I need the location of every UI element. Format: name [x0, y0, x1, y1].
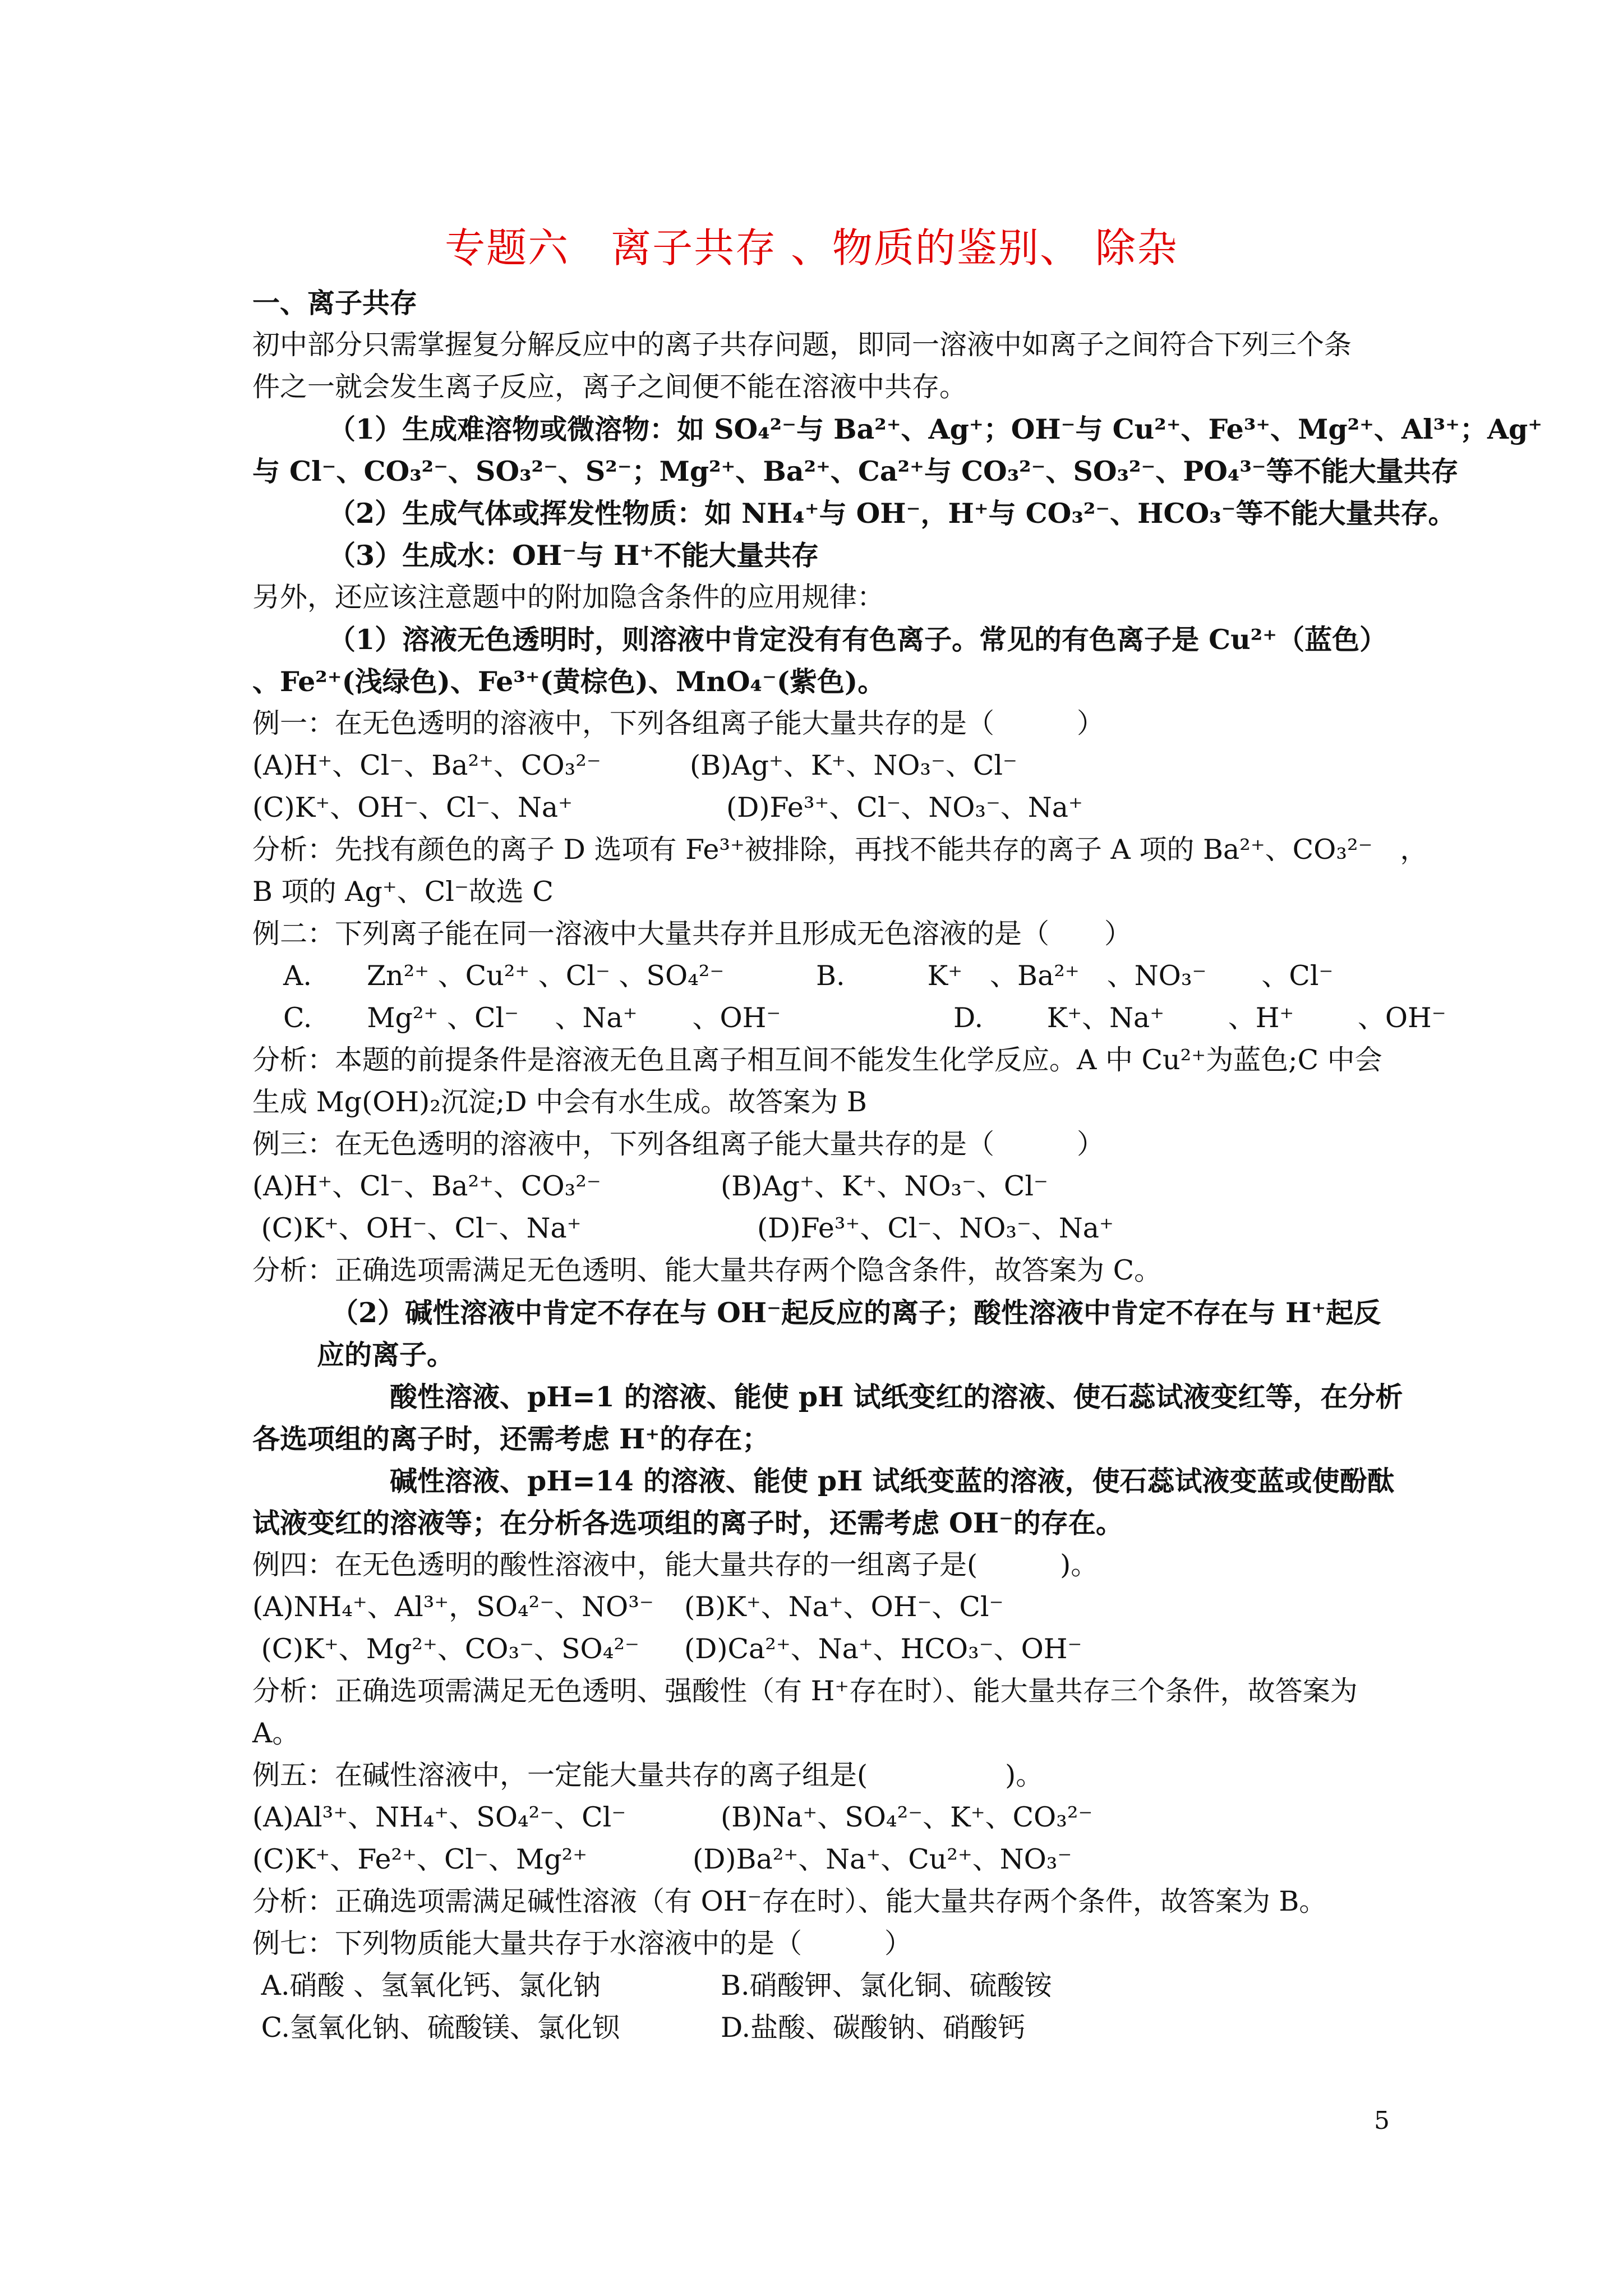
- example-question: 例七：下列物质能大量共存于水溶液中的是（ ）: [252, 1927, 912, 1959]
- rule-line: 各选项组的离子时，还需考虑 H⁺的存在；: [252, 1423, 770, 1455]
- option-a: (A)H⁺、Cl⁻、Ba²⁺、CO₃²⁻: [252, 1170, 601, 1202]
- option-c: C.氢氧化钠、硫酸镁、氯化钡: [252, 2012, 620, 2044]
- analysis-line: A。: [252, 1717, 300, 1749]
- option-c: (C)K⁺、Mg²⁺、CO₃⁻、SO₄²⁻: [252, 1633, 639, 1665]
- rule-line: 碱性溶液、pH=14 的溶液、能使 pH 试纸变蓝的溶液，使石蕊试液变蓝或使酚酞: [390, 1465, 1395, 1497]
- option-a: (A)Al³⁺、NH₄⁺、SO₄²⁻、Cl⁻: [252, 1801, 626, 1833]
- rule-line: （2）碱性溶液中肯定不存在与 OH⁻起反应的离子；酸性溶液中肯定不存在与 H⁺起反: [331, 1296, 1381, 1329]
- example-question: 例一：在无色透明的溶液中，下列各组离子能大量共存的是（ ）: [252, 707, 1105, 739]
- option-b: (B)Ag⁺、K⁺、NO₃⁻、Cl⁻: [721, 1170, 1048, 1202]
- rule-line: （2）生成气体或挥发性物质：如 NH₄⁺与 OH⁻，H⁺与 CO₃²⁻、HCO₃⁻等不能大量共存。: [328, 497, 1456, 530]
- option-d: (D)Ca²⁺、Na⁺、HCO₃⁻、OH⁻: [684, 1633, 1082, 1665]
- option-b: (B)Ag⁺、K⁺、NO₃⁻、Cl⁻: [690, 749, 1017, 781]
- option-b: (B)K⁺、Na⁺、OH⁻、Cl⁻: [684, 1591, 1004, 1623]
- example-question: 例五：在碱性溶液中，一定能大量共存的离子组是( )。: [252, 1759, 1044, 1791]
- analysis-line: 分析：正确选项需满足无色透明、强酸性（有 H⁺存在时）、能大量共存三个条件，故答案为: [252, 1675, 1358, 1707]
- analysis-line: 分析：先找有颜色的离子 D 选项有 Fe³⁺被排除，再找不能共存的离子 A 项的 Ba²⁺、CO₃²⁻ ，: [252, 834, 1428, 866]
- option-d: (D)Ba²⁺、Na⁺、Cu²⁺、NO₃⁻: [693, 1843, 1072, 1875]
- paragraph-line: 件之一就会发生离子反应，离子之间便不能在溶液中共存。: [252, 371, 967, 403]
- option-b: (B)Na⁺、SO₄²⁻、K⁺、CO₃²⁻: [721, 1801, 1093, 1833]
- analysis-line: 生成 Mg(OH)₂沉淀;D 中会有水生成。故答案为 B: [252, 1086, 867, 1118]
- option-b: B.硝酸钾、氯化铜、硫酸铵: [721, 1970, 1052, 2001]
- section-heading: 一、离子共存: [252, 287, 418, 319]
- rule-line: 试液变红的溶液等；在分析各选项组的离子时，还需考虑 OH⁻的存在。: [252, 1507, 1123, 1539]
- paragraph-line: 初中部分只需掌握复分解反应中的离子共存问题，即同一溶液中如离子之间符合下列三个条: [252, 329, 1352, 361]
- option-d: (D)Fe³⁺、Cl⁻、NO₃⁻、Na⁺: [726, 792, 1083, 823]
- option-d: (D)Fe³⁺、Cl⁻、NO₃⁻、Na⁺: [757, 1212, 1114, 1244]
- rule-line: （3）生成水：OH⁻与 H⁺不能大量共存: [328, 539, 819, 572]
- analysis-line: 分析：正确选项需满足碱性溶液（有 OH⁻存在时）、能大量共存两个条件，故答案为 B。: [252, 1885, 1327, 1917]
- rule-line: （1）生成难溶物或微溶物：如 SO₄²⁻与 Ba²⁺、Ag⁺；OH⁻与 Cu²⁺、Fe³⁺、Mg²⁺、Al³⁺；Ag⁺: [328, 413, 1543, 445]
- page-title: 专题六 离子共存 、物质的鉴别、 除杂: [445, 224, 1178, 272]
- option-c: (C)K⁺、OH⁻、Cl⁻、Na⁺: [252, 792, 573, 823]
- rule-line: 应的离子。: [317, 1338, 455, 1371]
- example-question: 例四：在无色透明的酸性溶液中，能大量共存的一组离子是( )。: [252, 1549, 1099, 1581]
- option-b: B. K⁺ 、Ba²⁺ 、NO₃⁻ 、Cl⁻: [816, 960, 1334, 992]
- option-a: A.硝酸 、氢氧化钙、氯化钠: [252, 1970, 601, 2001]
- example-question: 例二：下列离子能在同一溶液中大量共存并且形成无色溶液的是（ ）: [252, 918, 1132, 950]
- rule-line: 、Fe²⁺(浅绿色)、Fe³⁺(黄棕色)、MnO₄⁻(紫色)。: [252, 665, 886, 698]
- paragraph-line: 另外，还应该注意题中的附加隐含条件的应用规律：: [252, 581, 885, 613]
- option-d: D. K⁺、Na⁺ 、H⁺ 、OH⁻: [953, 1002, 1446, 1034]
- page-number: 5: [1374, 2106, 1390, 2135]
- option-a: (A)H⁺、Cl⁻、Ba²⁺、CO₃²⁻: [252, 749, 601, 781]
- analysis-line: 分析：正确选项需满足无色透明、能大量共存两个隐含条件，故答案为 C。: [252, 1254, 1162, 1286]
- rule-line: 与 Cl⁻、CO₃²⁻、SO₃²⁻、S²⁻；Mg²⁺、Ba²⁺、Ca²⁺与 CO₃²⁻、SO₃²⁻、PO₄³⁻等不能大量共存: [252, 455, 1459, 487]
- rule-line: 酸性溶液、pH=1 的溶液、能使 pH 试纸变红的溶液、使石蕊试液变红等，在分析: [390, 1381, 1403, 1413]
- option-c: C. Mg²⁺ 、Cl⁻ 、Na⁺ 、OH⁻: [283, 1002, 781, 1034]
- option-a: (A)NH₄⁺、Al³⁺，SO₄²⁻、NO³⁻: [252, 1591, 654, 1623]
- option-a: A. Zn²⁺ 、Cu²⁺ 、Cl⁻ 、SO₄²⁻: [283, 960, 725, 992]
- analysis-line: B 项的 Ag⁺、Cl⁻故选 C: [252, 876, 554, 908]
- option-c: (C)K⁺、Fe²⁺、Cl⁻、Mg²⁺: [252, 1843, 588, 1875]
- option-d: D.盐酸、碳酸钠、硝酸钙: [721, 2012, 1026, 2044]
- analysis-line: 分析：本题的前提条件是溶液无色且离子相互间不能发生化学反应。A 中 Cu²⁺为蓝色;C 中会: [252, 1044, 1382, 1076]
- example-question: 例三：在无色透明的溶液中，下列各组离子能大量共存的是（ ）: [252, 1128, 1105, 1160]
- option-c: (C)K⁺、OH⁻、Cl⁻、Na⁺: [252, 1212, 582, 1244]
- rule-line: （1）溶液无色透明时，则溶液中肯定没有有色离子。常见的有色离子是 Cu²⁺（蓝色）: [328, 623, 1387, 656]
